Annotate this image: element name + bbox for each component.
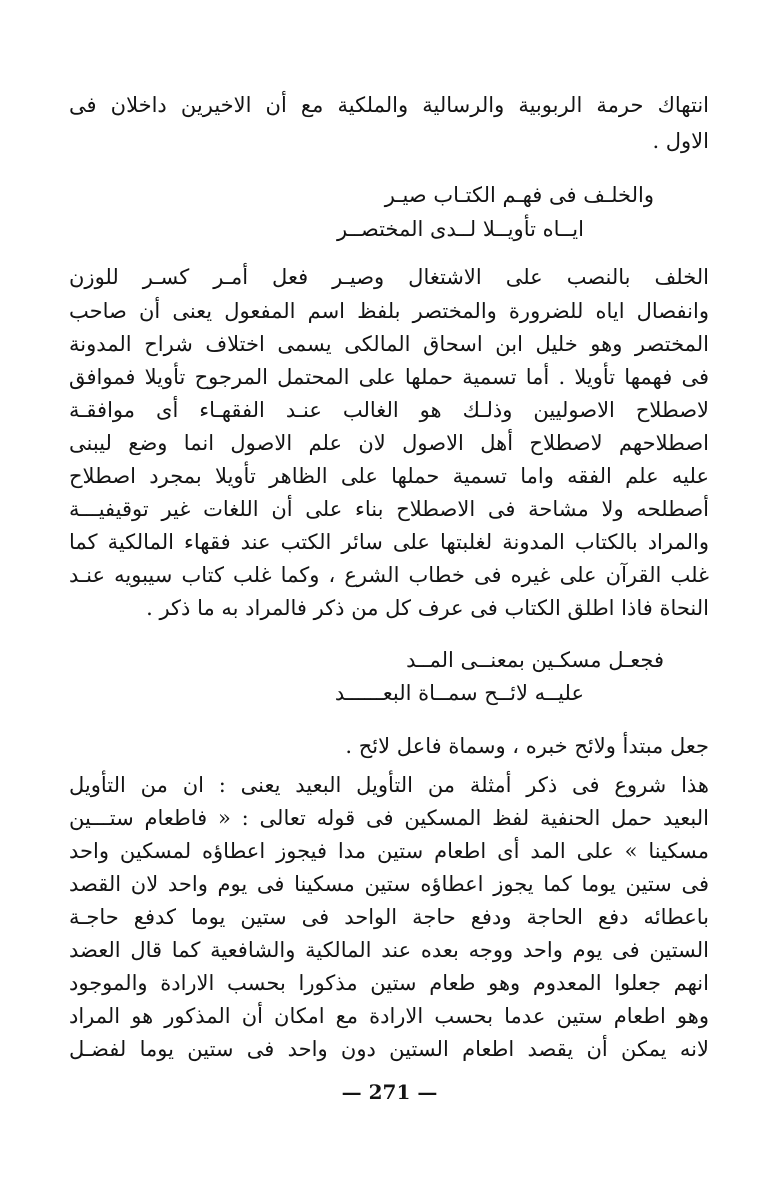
verse-hemistich: ايــاه تأويــلا لــدى المختصــر	[336, 217, 584, 241]
text-line: فى ستين يوما كما يجوز اعطاؤه ستين مسكينا فى يوم واحد لان القصد	[69, 872, 709, 896]
text-line: الاول .	[652, 129, 709, 153]
page-number: — 271 —	[341, 1080, 438, 1104]
text-line: والمراد بالكتاب المدونة لغلبتها على سائر الكتب عند فقهاء المالكية كما	[69, 530, 709, 554]
text-line: لاصطلاح الاصوليين وذلـك هو الغالب عنـد الفقهـاء أى موافقـة	[69, 398, 709, 422]
verse-hemistich: فجعـل مسكـين بمعنــى المــد	[406, 648, 664, 672]
text-line: وانفصال اياه للضرورة والمختصر بلفظ اسم المفعول يعنى أن صاحب	[69, 299, 709, 323]
text-line: لانه يمكن أن يقصد اطعام الستين دون واحد فى ستين يوما لفضـل	[69, 1037, 709, 1061]
text-line: مسكينا » على المد أى اطعام ستين مدا فيجوز اعطاؤه لمسكين واحد	[69, 839, 709, 863]
text-line: هذا شروع فى ذكر أمثلة من التأويل البعيد يعنى : ان من التأويل	[69, 773, 709, 797]
text-line: أصطلحه ولا مشاحة فى الاصطلاح بناء على أن اللغات غير توقيفيـــة	[69, 497, 709, 521]
text-line: جعل مبتدأ ولائح خبره ، وسماة فاعل لائح .	[345, 734, 709, 758]
text-line: باعطائه دفع الحاجة ودفع حاجة الواحد فى ستين يوما كدفع حاجـة	[69, 905, 709, 929]
text-line: الستين فى يوم واحد ووجه بعده عند المالكية والشافعية كما قال العضد	[69, 938, 709, 962]
verse-hemistich: والخلـف فى فهـم الكتـاب صيـر	[384, 183, 654, 207]
text-line: وهو اطعام ستين عدما بحسب الارادة مع امكان أن المذكور هو المراد	[69, 1004, 709, 1028]
text-line: البعيد حمل الحنفية لفظ المسكين فى قوله تعالى : « فاطعام ستـــين	[69, 806, 709, 830]
text-line: اصطلاحهم لاصطلاح أهل الاصول لان علم الاصول انما وضع ليبنى	[69, 431, 709, 455]
verse-hemistich: عليــه لائــح سمــاة البعــــــد	[334, 681, 584, 705]
text-line: غلب القرآن على غيره فى خطاب الشرع ، وكما غلب كتاب سيبويه عنـد	[69, 563, 709, 587]
text-line: النحاة فاذا اطلق الكتاب فى عرف كل من ذكر فالمراد به ما ذكر .	[146, 596, 709, 620]
text-line: فى فهمها تأويلا . أما تسمية حملها على المحتمل المرجوح تأويلا فموافق	[69, 365, 709, 389]
text-line: عليه علم الفقه واما تسمية حملها على الظاهر تأويلا بمجرد اصطلاح	[69, 464, 709, 488]
text-line: انهم جعلوا المعدوم وهو طعام ستين مذكورا بحسب الارادة والموجود	[69, 971, 709, 995]
text-line: انتهاك حرمة الربوبية والرسالية والملكية مع أن الاخيرين داخلان فى	[69, 93, 709, 117]
text-line: الخلف بالنصب على الاشتغال وصيـر فعل أمـر كسـر للوزن	[69, 265, 709, 289]
text-line: المختصر وهو خليل ابن اسحاق المالكى يسمى اختلاف شراح المدونة	[69, 332, 709, 356]
